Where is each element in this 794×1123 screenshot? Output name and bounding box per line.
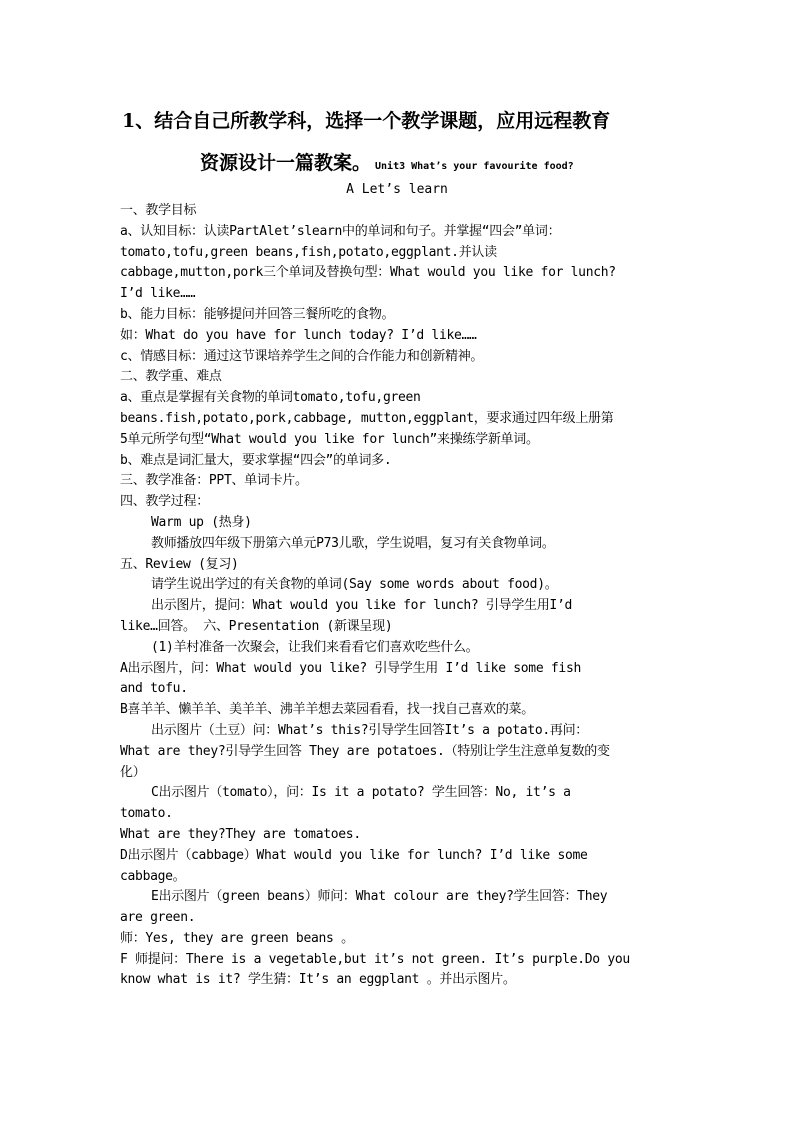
- text-line: 出示图片，提问：What would you like for lunch? 引导学生用I’d: [151, 598, 573, 614]
- lesson-subtitle: A Let’s learn: [346, 182, 448, 197]
- text-line: I’d like……: [120, 286, 196, 302]
- section-heading-preparation: 三、教学准备：PPT、单词卡片。: [120, 473, 308, 489]
- section-heading-key-points: 二、教学重、难点: [120, 369, 222, 385]
- text-line: 如：What do you have for lunch today? I’d like……: [120, 327, 477, 343]
- text-line: 出示图片（土豆）问：What’s this?引导学生回答It’s a potato.再问：: [151, 722, 588, 738]
- text-line: cabbage,mutton,pork三个单词及替换句型：What would you like for lunch?: [120, 265, 616, 281]
- section-heading-process: 四、教学过程：: [120, 494, 209, 510]
- text-line: b、能力目标：能够提问并回答三餐所吃的食物。: [120, 306, 395, 322]
- assignment-title: 1、结合自己所教学科，选择一个教学课题，应用远程教育: [122, 110, 611, 132]
- text-line: What are they?引导学生回答 They are potatoes.（特别让学生注意单复数的变: [120, 743, 610, 759]
- text-line: A出示图片，问：What would you like? 引导学生用 I’d like some fish: [120, 660, 581, 676]
- text-line: D出示图片（cabbage）What would you like for lunch? I’d like some: [120, 847, 588, 863]
- text-line: (1)羊村准备一次聚会，让我们来看看它们喜欢吃些什么。: [151, 639, 479, 655]
- text-line: Warm up (热身): [151, 514, 252, 530]
- text-line: know what is it? 学生猜：It’s an eggplant 。并出示图片。: [120, 972, 516, 988]
- text-line: E出示图片（green beans）师问：What colour are they?学生回答：They: [151, 889, 608, 905]
- text-line: 师：Yes, they are green beans 。: [120, 930, 354, 946]
- assignment-title-text: 资源设计一篇教案。: [200, 152, 372, 174]
- text-line: What are they?They are tomatoes.: [120, 826, 361, 842]
- text-line: cabbage。: [120, 868, 186, 884]
- text-line: 5单元所学句型“What would you like for lunch”来操练学新单词。: [120, 431, 539, 447]
- text-line: tomato.: [120, 806, 173, 822]
- text-line: 请学生说出学过的有关食物的单词(Say some words about food)。: [151, 577, 558, 593]
- text-line: are green.: [120, 910, 196, 926]
- text-line: B喜羊羊、懒羊羊、美羊羊、沸羊羊想去菜园看看，找一找自己喜欢的菜。: [120, 702, 534, 718]
- text-line: 化）: [120, 764, 146, 780]
- text-line: c、情感目标：通过这节课培养学生之间的合作能力和创新精神。: [120, 348, 484, 364]
- unit-title: Unit3 What’s your favourite food?: [375, 161, 574, 172]
- text-line: and tofu.: [120, 681, 188, 697]
- text-line: b、难点是词汇量大，要求掌握“四会”的单词多.: [120, 452, 392, 468]
- text-line: F 师提问：There is a vegetable,but it’s not green. It’s purple.Do you: [120, 951, 630, 967]
- section-heading-objectives: 一、教学目标: [120, 203, 197, 218]
- lesson-plan-body: [120, 201, 695, 991]
- section-heading-review: 五、Review (复习): [120, 556, 239, 572]
- text-line: 教师播放四年级下册第六单元P73儿歌，学生说唱，复习有关食物单词。: [151, 535, 555, 551]
- text-line: a、认知目标：认读PartAlet’slearn中的单词和句子。并掌握“四会”单词：: [120, 223, 561, 239]
- text-line: C出示图片（tomato），问：Is it a potato? 学生回答：No, it’s a: [151, 785, 571, 801]
- assignment-title-line2: [200, 148, 794, 175]
- text-line: like…回答。 六、Presentation (新课呈现): [120, 618, 393, 634]
- text-line: beans.fish,potato,pork,cabbage, mutton,eggplant，要求通过四年级上册第: [120, 410, 614, 426]
- text-line: a、重点是掌握有关食物的单词tomato,tofu,green: [120, 390, 421, 406]
- text-line: tomato,tofu,green beans,fish,potato,eggplant.并认读: [120, 244, 497, 260]
